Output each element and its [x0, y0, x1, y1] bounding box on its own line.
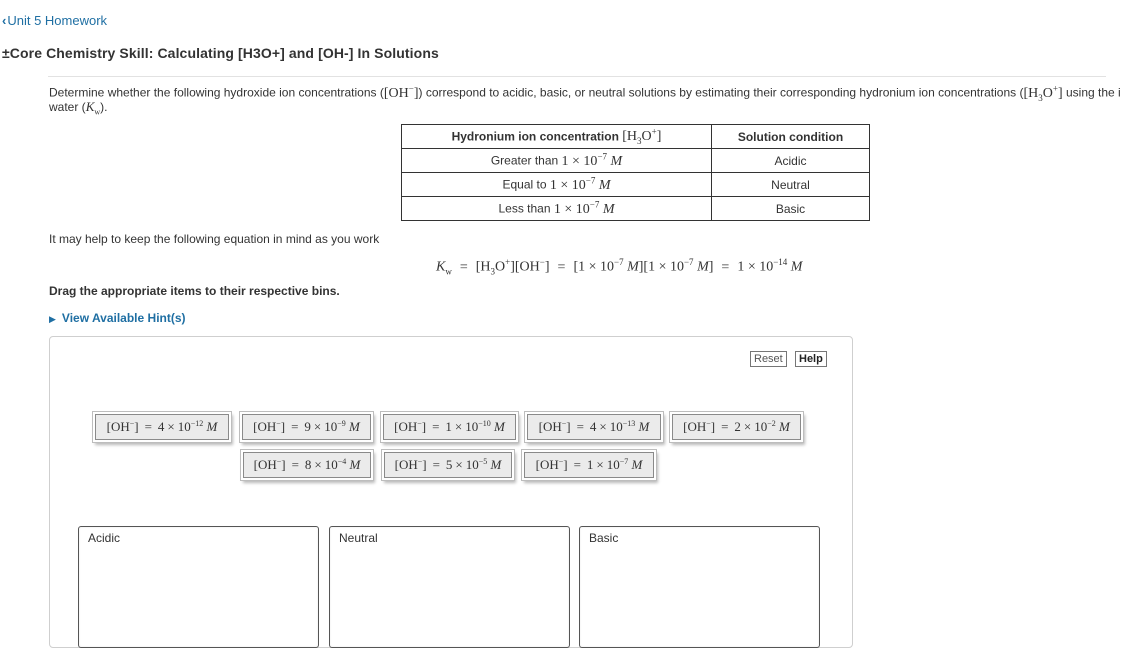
divider [48, 76, 1106, 77]
draggable-tile[interactable]: [OH − ] = 8 × 10 $^{-4}$ M [243, 452, 371, 478]
help-text: It may help to keep the following equation in mind as you work [49, 232, 380, 246]
drag-instruction: Drag the appropriate items to their respective bins. [49, 284, 340, 298]
column-header-hydronium: Hydronium ion concentration $[H_3O^+]$ [402, 125, 712, 149]
draggable-tile[interactable]: [OH − ] = 4 × 10 $^{-12}$ M [95, 414, 229, 440]
help-button[interactable]: Help [795, 351, 827, 367]
hydronium-cell: Less than $1 \times 10^{-7}$ M [402, 197, 712, 221]
page-title: ±Core Chemistry Skill: Calculating [H3O+] and [OH-] In Solutions [2, 45, 439, 61]
draggable-tile[interactable]: [OH − ] = 1 × 10 $^{-10}$ M [383, 414, 516, 440]
condition-cell: Acidic [712, 149, 870, 173]
chevron-left-icon: ‹ [2, 13, 7, 28]
condition-cell: Basic [712, 197, 870, 221]
hydronium-cell: Equal to $1 \times 10^{-7}$ M [402, 173, 712, 197]
bin-acidic[interactable] [78, 526, 319, 648]
instruction-line-1: Determine whether the following hydroxide ion concentrations ([OH−]) correspond to acidic, basic, or neutral solutions by estimating their corresponding hydronium ion concentrations ($[H_3O^+]$ using the i [49, 83, 1121, 103]
bin-neutral[interactable] [329, 526, 570, 648]
draggable-tile[interactable]: [OH − ] = 5 × 10 $^{-5}$ M [384, 452, 512, 478]
condition-cell: Neutral [712, 173, 870, 197]
back-to-unit-link[interactable] [2, 13, 107, 28]
back-link-label: Unit 5 Homework [7, 13, 108, 28]
column-header-condition: Solution condition [712, 125, 870, 149]
draggable-tile[interactable]: [OH − ] = 9 × 10 $^{-9}$ M [242, 414, 371, 440]
bin-label: Acidic [88, 531, 121, 545]
table-row [402, 173, 870, 197]
draggable-tile[interactable]: [OH − ] = 4 × 10 $^{-13}$ M [527, 414, 661, 440]
instruction-line-2: water $(K_w)$. [49, 99, 108, 117]
hydronium-cell: Greater than $1 \times 10^{-7}$ M [402, 149, 712, 173]
table-row [402, 197, 870, 221]
hydronium-condition-table [401, 124, 870, 221]
draggable-tile[interactable]: [OH − ] = 1 × 10 $^{-7}$ M [524, 452, 654, 478]
table-header-row [402, 125, 870, 149]
kw-equation: $K_w = [H_3O^+][OH^-] = [1 \times 10^{-7}$ $M][1 \times 10^{-7}$ $M] = 1 \times 10^{-14}$ M [436, 257, 803, 277]
bin-label: Neutral [339, 531, 378, 545]
reset-button[interactable]: Reset [750, 351, 787, 367]
view-hints-link[interactable]: ▶ View Available Hint(s) [49, 311, 186, 325]
table-row [402, 149, 870, 173]
draggable-tile[interactable]: [OH − ] = 2 × 10 $^{-2}$ M [672, 414, 801, 440]
triangle-right-icon: ▶ [49, 314, 56, 324]
bin-label: Basic [589, 531, 619, 545]
bin-basic[interactable] [579, 526, 820, 648]
